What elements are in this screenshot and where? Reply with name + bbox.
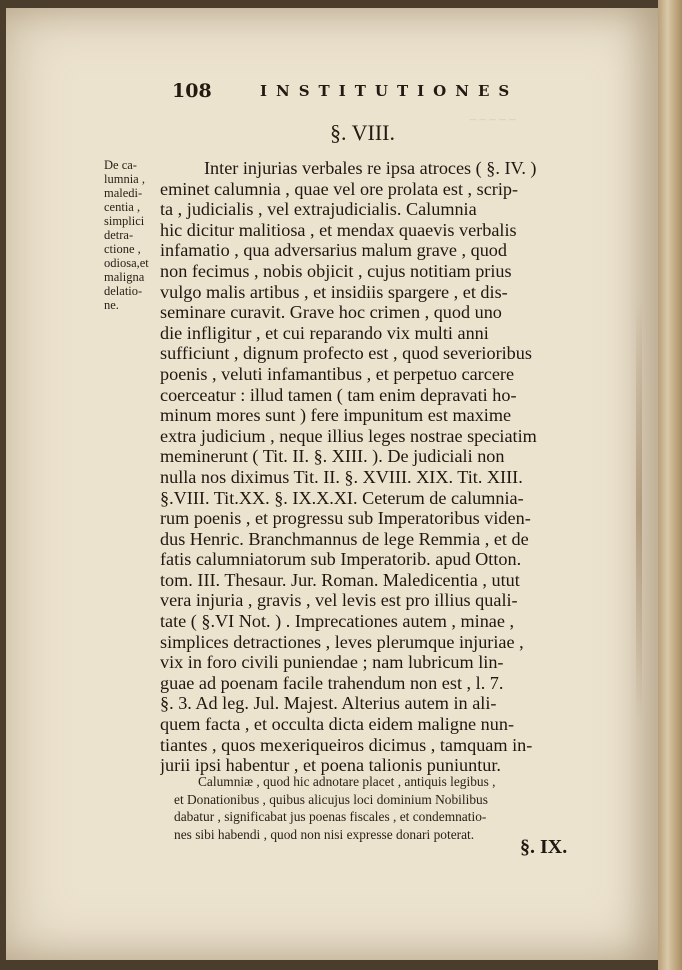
body-line: ta , judicialis , vel extrajudicialis. Calumnia [160,199,477,220]
body-line: seminare curavit. Grave hoc crimen , quod uno [160,302,502,323]
body-line: tate ( §.VI Not. ) . Imprecationes autem , minae , [160,611,515,632]
marginal-note-line: delatio- [104,284,143,298]
binding-shadow [636,300,642,720]
marginal-note-line: ne. [104,298,119,312]
body-line: fatis calumniatorum sub Imperatorib. apud Otton. [160,549,522,570]
page-edge [658,0,682,970]
body-line: non fecimus , nobis objicit , cujus notitiam prius [160,260,512,281]
footnote [174,773,604,843]
footnote-line: dabatur , significabat jus poenas fiscales , et condemnatio- [174,809,487,824]
marginal-note-line: ctione , [104,242,141,256]
footnote-line: et Donationibus , quibus alicujus loci dominium Nobilibus [174,791,488,807]
body-line: die infligitur , et cui reparando vix multi anni [160,322,489,343]
catchword: §. IX. [520,836,568,858]
body-line: poenis , veluti infamantibus , et perpetuo carcere [160,363,515,384]
marginal-note-line: odiosa,et [104,256,149,270]
footnote-line: nes sibi habendi , quod non nisi expresse donari poterat. [174,826,475,842]
body-line: minum mores sunt ) fere impunitum est maxime [160,405,512,426]
marginal-note-line: centia , [104,200,141,214]
body-line: nulla nos diximus Tit. II. §. XVIII. XIX. Tit. XIII. [160,466,523,487]
marginal-note-line: lumnia , [104,172,145,186]
body-line: Inter injurias verbales re ipsa atroces ( §. IV. ) [204,158,537,178]
body-line: §.VIII. Tit.XX. §. IX.X.XI. Ceterum de calumnia- [160,487,524,508]
marginal-note-line: De ca- [104,158,137,172]
body-line: vix in foro civili puniendae ; nam lubricum lin- [160,652,504,673]
marginal-note-line: maledi- [104,186,143,200]
body-line: extra judicium , neque illius leges nostrae speciatim [160,425,537,446]
body-line: infamatio , qua adversarius malum grave , quod [160,240,507,261]
marginal-note [104,158,166,312]
body-line: eminet calumnia , quae vel ore prolata est , scrip- [160,178,519,199]
body-line: simplices detractiones , leves plerumque injuriae , [160,631,524,652]
body-line: quem facta , et occulta dicta eidem maligne nun- [160,714,514,735]
body-line: guae ad poenam facile trahendum non est , l. 7. [160,672,504,693]
body-text [160,158,620,776]
body-line: meminerunt ( Tit. II. §. XIII. ). De judiciali non [160,446,505,467]
body-line: rum poenis , et progressu sub Imperatoribus viden- [160,508,531,529]
section-heading: §. VIII. [330,120,395,145]
marginal-note-line: maligna [104,270,145,284]
body-line: §. 3. Ad leg. Jul. Majest. Alterius autem in ali- [160,693,497,714]
marginal-note-line: detra- [104,228,134,242]
body-line: dus Henric. Branchmannus de lege Remmia , et de [160,528,529,549]
body-line: tiantes , quos mexeriqueiros dicimus , tamquam in- [160,734,533,755]
running-head [168,80,628,104]
body-line: tom. III. Thesaur. Jur. Roman. Maledicentia , utut [160,569,520,590]
body-line: vulgo malis artibus , et insidiis spargere , et dis- [160,281,508,302]
marginal-note-line: simplici [104,214,145,228]
body-line: hic dicitur malitiosa , et mendax quaevis verbalis [160,219,517,240]
bleed-through: ‾ ‾ ‾ ‾ ‾ [470,118,516,137]
running-title: INSTITUTIONES [260,82,519,100]
body-line: coerceatur : illud tamen ( tam enim depravati ho- [160,384,517,405]
body-line: jurii ipsi habentur , et poena talionis puniuntur. [160,755,501,776]
footnote-line: Calumniæ , quod hic adnotare placet , antiquis legibus , [198,774,496,789]
page-number: 108 [172,80,212,102]
body-line: vera injuria , gravis , vel levis est pro illius quali- [160,590,518,611]
body-line: sufficiunt , dignum profecto est , quod severioribus [160,343,532,364]
